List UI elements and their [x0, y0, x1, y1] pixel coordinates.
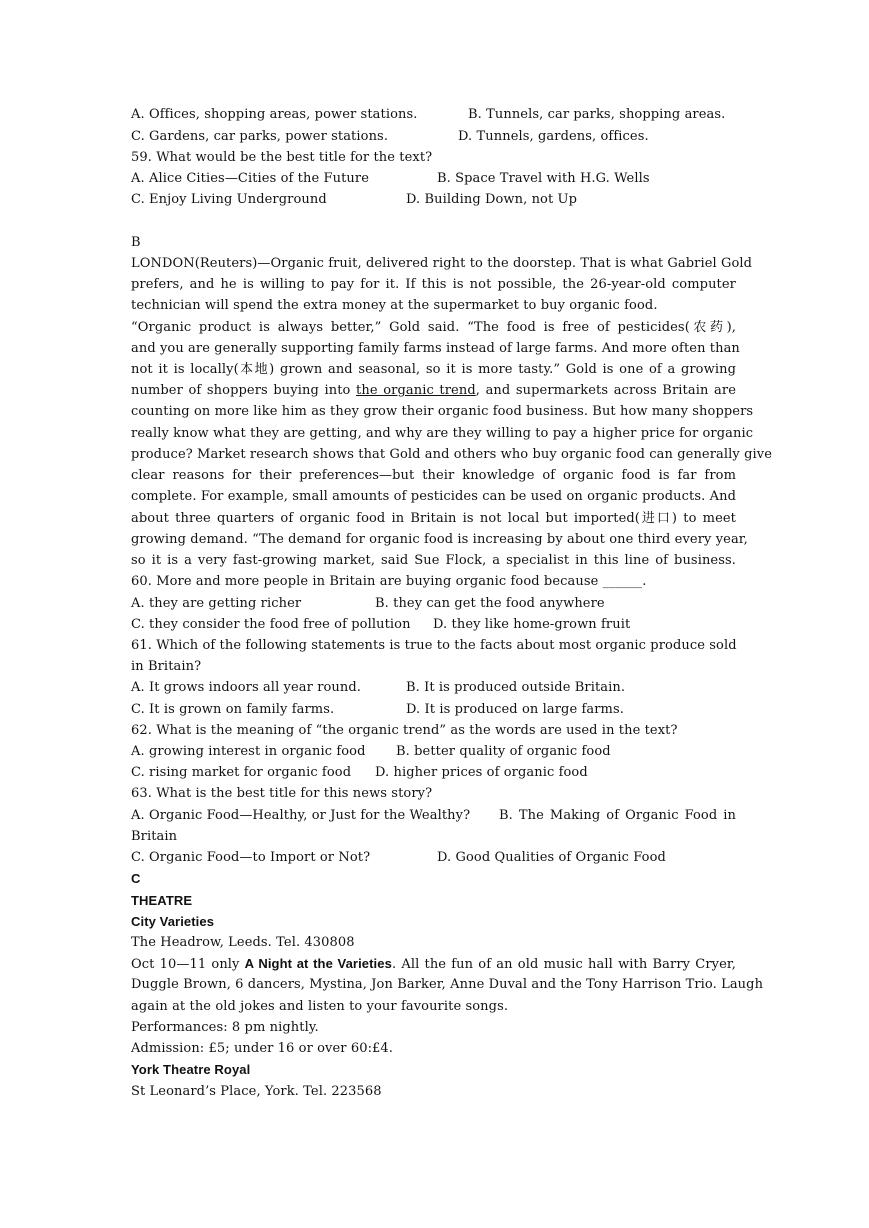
q61-question-cont: in Britain? [131, 659, 202, 674]
section-b-heading: B [131, 235, 141, 250]
passage-line: prefers, and he is willing to pay for it. If this is not possible, the 26-year-old computer [131, 277, 736, 292]
venue-description [131, 955, 736, 973]
q60-question: 60. More and more people in Britain are buying organic food because ______. [131, 574, 647, 589]
q59-question: 59. What would be the best title for the text? [131, 150, 433, 165]
passage-line [131, 382, 736, 400]
q63-option-b: B. The Making of Organic Food in [499, 808, 736, 823]
q62-row-1 [131, 743, 736, 761]
venue-description-cont: again at the old jokes and listen to your favourite songs. [131, 999, 509, 1014]
passage-line: and you are generally supporting family farms instead of large farms. And more often than [131, 341, 740, 356]
q60-row-1 [131, 595, 736, 613]
passage-text: number of shoppers buying into [131, 383, 357, 398]
q61-option-a: A. It grows indoors all year round. [131, 680, 362, 695]
q58-option-c: C. Gardens, car parks, power stations. [131, 129, 389, 144]
q61-option-c: C. It is grown on family farms. [131, 702, 335, 717]
passage-line: produce? Market research shows that Gold and others who buy organic food can generally give [131, 447, 772, 462]
q62-option-a: A. growing interest in organic food [131, 744, 366, 759]
venue-name: City Varieties [131, 914, 215, 929]
q59-option-d: D. Building Down, not Up [406, 192, 578, 207]
q62-option-c: C. rising market for organic food [131, 765, 352, 780]
passage-line: “Organic product is always better,” Gold said. “The food is free of pesticides(农药), [131, 320, 736, 335]
q63-row-1 [131, 807, 736, 825]
q62-row-2 [131, 764, 736, 782]
q63-row-2 [131, 849, 736, 867]
q58-row-1 [131, 106, 736, 124]
q61-option-b: B. It is produced outside Britain. [406, 680, 626, 695]
venue-name: York Theatre Royal [131, 1062, 251, 1077]
passage-line: about three quarters of organic food in Britain is not local but imported(进口) to meet [131, 511, 736, 526]
q60-option-c: C. they consider the food free of pollution [131, 617, 411, 632]
q60-row-2 [131, 616, 736, 634]
q61-question: 61. Which of the following statements is true to the facts about most organic produce sold [131, 638, 737, 653]
q60-option-b: B. they can get the food anywhere [375, 596, 605, 611]
q60-option-d: D. they like home-grown fruit [433, 617, 631, 632]
q63-option-d: D. Good Qualities of Organic Food [437, 850, 666, 865]
venue-address: St Leonard’s Place, York. Tel. 223568 [131, 1084, 382, 1099]
q62-option-d: D. higher prices of organic food [375, 765, 588, 780]
passage-line: not it is locally(本地) grown and seasonal, so it is more tasty.” Gold is one of a growing [131, 362, 736, 377]
organic-trend-underlined: the organic trend [356, 383, 476, 398]
q63-option-b-cont: Britain [131, 829, 178, 844]
show-title: A Night at the Varieties [244, 956, 392, 971]
section-c-heading: C [131, 871, 141, 886]
q60-option-a: A. they are getting richer [131, 596, 302, 611]
q59-option-b: B. Space Travel with H.G. Wells [437, 171, 650, 186]
q61-row-2 [131, 701, 736, 719]
q62-option-b: B. better quality of organic food [396, 744, 611, 759]
passage-line: counting on more like him as they grow their organic food business. But how many shoppers [131, 404, 754, 419]
q59-row-2 [131, 191, 736, 209]
q61-row-1 [131, 679, 736, 697]
admission-prices: Admission: £5; under 16 or over 60:£4. [131, 1041, 394, 1056]
q61-option-d: D. It is produced on large farms. [406, 702, 624, 717]
category-heading: THEATRE [131, 893, 193, 908]
q59-option-c: C. Enjoy Living Underground [131, 192, 327, 207]
venue-address: The Headrow, Leeds. Tel. 430808 [131, 935, 355, 950]
passage-line: complete. For example, small amounts of pesticides can be used on organic products. And [131, 489, 736, 504]
q63-option-a: A. Organic Food—Healthy, or Just for the Wealthy? [131, 808, 471, 823]
q63-question: 63. What is the best title for this news story? [131, 786, 433, 801]
q62-question: 62. What is the meaning of “the organic trend” as the words are used in the text? [131, 723, 678, 738]
passage-line: clear reasons for their preferences—but their knowledge of organic food is far from [131, 468, 736, 483]
q63-option-c: C. Organic Food—to Import or Not? [131, 850, 371, 865]
q59-option-a: A. Alice Cities—Cities of the Future [131, 171, 369, 186]
q59-row-1 [131, 170, 736, 188]
q58-option-a: A. Offices, shopping areas, power stations. [131, 107, 418, 122]
passage-text: , and supermarkets across Britain are [475, 383, 736, 398]
q58-row-2 [131, 128, 736, 146]
show-dates: Oct 10—11 only [131, 957, 245, 972]
passage-line: so it is a very fast-growing market, said Sue Flock, a specialist in this line of business. [131, 553, 736, 568]
venue-description-cont: Duggle Brown, 6 dancers, Mystina, Jon Barker, Anne Duval and the Tony Harrison Trio. Laugh [131, 977, 764, 992]
passage-line: technician will spend the extra money at the supermarket to buy organic food. [131, 298, 658, 313]
show-desc: . All the fun of an old music hall with Barry Cryer, [391, 957, 736, 972]
q58-option-b: B. Tunnels, car parks, shopping areas. [468, 107, 726, 122]
passage-line: LONDON(Reuters)—Organic fruit, delivered right to the doorstep. That is what Gabriel Gold [131, 256, 753, 271]
q58-option-d: D. Tunnels, gardens, offices. [458, 129, 649, 144]
passage-line: growing demand. “The demand for organic food is increasing by about one third every year, [131, 532, 748, 547]
performance-times: Performances: 8 pm nightly. [131, 1020, 319, 1035]
passage-line: really know what they are getting, and why are they willing to pay a higher price for organic [131, 426, 754, 441]
